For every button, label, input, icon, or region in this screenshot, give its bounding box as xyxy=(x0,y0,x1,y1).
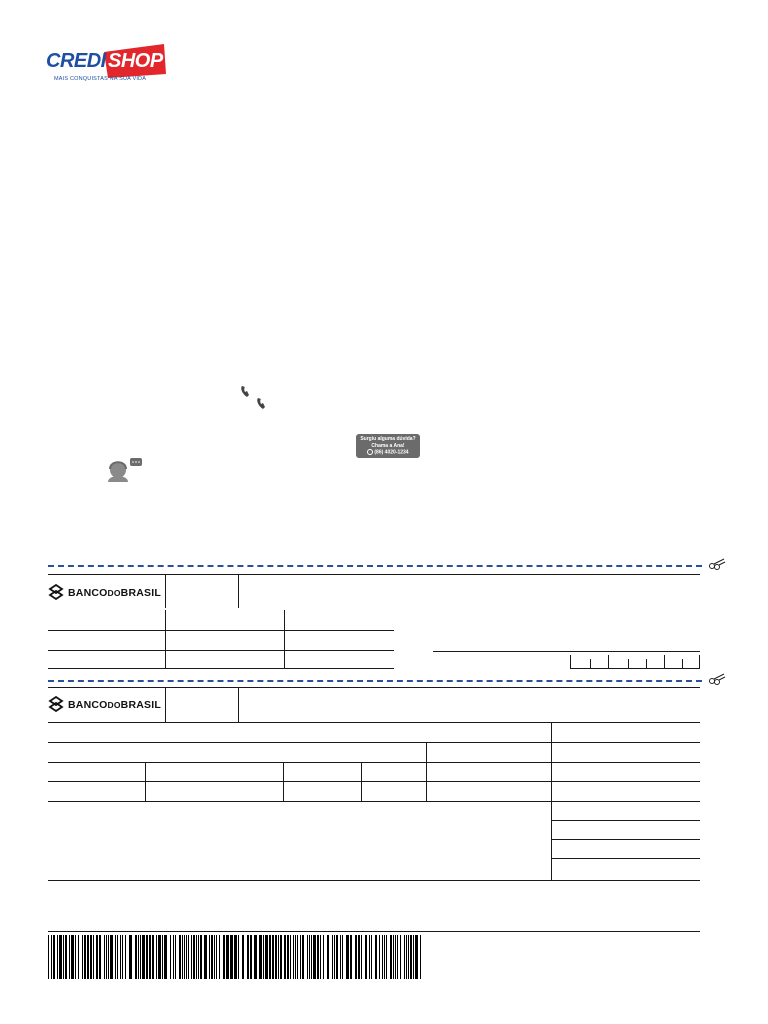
barcode-bar xyxy=(59,935,62,979)
barcode xyxy=(48,935,424,979)
bank-name-part1: BANCO xyxy=(68,699,108,711)
barcode-bar xyxy=(226,935,229,979)
barcode-bar xyxy=(182,935,183,979)
bank-name-part3: BRASIL xyxy=(120,699,161,711)
stub-top-line xyxy=(48,574,700,575)
barcode-bar xyxy=(69,935,70,979)
barcode-bar xyxy=(371,935,372,979)
credishop-logo xyxy=(44,42,168,86)
logo-text-credi: CREDI xyxy=(46,50,106,72)
barcode-bar xyxy=(293,935,294,979)
barcode-bar xyxy=(275,935,277,979)
barcode-bar xyxy=(365,935,367,979)
barcode-bar xyxy=(300,935,301,979)
stub-box-tick xyxy=(628,659,629,668)
boleto-grid-line xyxy=(48,801,700,802)
barcode-bar xyxy=(278,935,279,979)
bank-name-part3: BRASIL xyxy=(120,587,161,599)
barcode-bar xyxy=(140,935,141,979)
cut-line-2 xyxy=(48,680,702,682)
stub-box-tick xyxy=(699,655,700,668)
barcode-bar xyxy=(223,935,225,979)
barcode-bar xyxy=(219,935,220,979)
barcode-bar xyxy=(287,935,289,979)
barcode-bar xyxy=(313,935,316,979)
barcode-bar xyxy=(307,935,308,979)
barcode-bar xyxy=(309,935,310,979)
barcode-bar xyxy=(332,935,333,979)
barcode-bar xyxy=(149,935,151,979)
barcode-bar xyxy=(175,935,176,979)
barcode-bar xyxy=(355,935,357,979)
barcode-bar xyxy=(122,935,123,979)
barcode-bar xyxy=(415,935,418,979)
barcode-bar xyxy=(350,935,352,979)
barcode-bar xyxy=(125,935,126,979)
barcode-bar xyxy=(120,935,121,979)
barcode-bar xyxy=(156,935,157,979)
barcode-bar xyxy=(327,935,329,979)
boleto-grid-divider xyxy=(283,762,284,801)
barcode-bar xyxy=(250,935,252,979)
scissors-icon xyxy=(708,672,726,686)
barcode-bar xyxy=(400,935,401,979)
help-badge-line1: Surgiu alguma dúvida? xyxy=(360,436,416,442)
stub-box-bottom xyxy=(570,668,700,669)
barcode-bar xyxy=(63,935,64,979)
stub-grid-divider xyxy=(284,610,285,668)
barcode-bar xyxy=(263,935,264,979)
barcode-top-line xyxy=(48,931,700,932)
barcode-bar xyxy=(204,935,207,979)
barcode-bar xyxy=(404,935,405,979)
boleto-grid-divider xyxy=(426,742,427,801)
logo-slogan: MAIS CONQUISTAS NA SUA VIDA xyxy=(54,76,147,82)
barcode-bar xyxy=(413,935,414,979)
help-badge-line2: Chama a Ana! xyxy=(371,442,405,449)
barcode-bar xyxy=(193,935,195,979)
boleto-divider xyxy=(165,688,166,722)
barcode-bar xyxy=(340,935,341,979)
barcode-bar xyxy=(420,935,421,979)
barcode-bar xyxy=(295,935,296,979)
boleto-top-line xyxy=(48,687,700,688)
barcode-bar xyxy=(410,935,412,979)
stub-box-tick xyxy=(646,659,647,668)
barcode-bar xyxy=(317,935,319,979)
barcode-bar xyxy=(108,935,109,979)
barcode-bar xyxy=(265,935,268,979)
barcode-bar xyxy=(302,935,304,979)
barcode-bar xyxy=(117,935,118,979)
boleto-grid-divider xyxy=(145,762,146,801)
bank-logo-icon xyxy=(48,584,64,600)
stub-signature-line xyxy=(433,651,700,652)
barcode-bar xyxy=(78,935,79,979)
barcode-bar xyxy=(170,935,171,979)
barcode-bar xyxy=(84,935,86,979)
barcode-bar xyxy=(382,935,383,979)
barcode-bar xyxy=(230,935,233,979)
barcode-bar xyxy=(397,935,398,979)
boleto-right-line xyxy=(551,820,700,821)
barcode-bar xyxy=(384,935,385,979)
stub-divider xyxy=(165,575,166,608)
stub-box-tick xyxy=(590,659,591,668)
barcode-bar xyxy=(216,935,217,979)
barcode-bar xyxy=(269,935,271,979)
boleto-right-line xyxy=(551,858,700,859)
barcode-bar xyxy=(57,935,58,979)
barcode-bar xyxy=(184,935,185,979)
barcode-bar xyxy=(297,935,298,979)
stub-box-tick xyxy=(664,655,665,668)
barcode-bar xyxy=(104,935,105,979)
bank-name-part2: DO xyxy=(107,588,121,598)
barcode-bar xyxy=(90,935,92,979)
phone-icon xyxy=(238,380,278,414)
barcode-bar xyxy=(386,935,387,979)
barcode-bar xyxy=(188,935,189,979)
barcode-bar xyxy=(369,935,370,979)
barcode-bar xyxy=(106,935,107,979)
barcode-bar xyxy=(393,935,394,979)
barcode-bar xyxy=(361,935,362,979)
barcode-bar xyxy=(158,935,161,979)
barcode-bar xyxy=(234,935,237,979)
barcode-bar xyxy=(408,935,409,979)
help-badge[interactable] xyxy=(356,434,420,458)
barcode-bar xyxy=(358,935,360,979)
barcode-bar xyxy=(186,935,187,979)
barcode-bar xyxy=(395,935,396,979)
barcode-bar xyxy=(135,935,137,979)
barcode-bar xyxy=(48,935,49,979)
stub-box-tick xyxy=(570,655,571,668)
cut-line-1 xyxy=(48,565,702,567)
barcode-bar xyxy=(238,935,239,979)
barcode-bar xyxy=(129,935,132,979)
barcode-bar xyxy=(272,935,274,979)
scissors-icon xyxy=(708,557,726,571)
bank-logo xyxy=(48,696,164,714)
barcode-bar xyxy=(71,935,74,979)
barcode-bar xyxy=(53,935,55,979)
barcode-bar xyxy=(75,935,76,979)
barcode-bar xyxy=(284,935,286,979)
barcode-bar xyxy=(254,935,257,979)
barcode-bar xyxy=(162,935,163,979)
boleto-right-column xyxy=(551,722,552,880)
barcode-bar xyxy=(164,935,167,979)
stub-divider xyxy=(238,575,239,608)
stub-box-tick xyxy=(608,655,609,668)
barcode-bar xyxy=(259,935,262,979)
barcode-bar xyxy=(51,935,52,979)
barcode-bar xyxy=(138,935,139,979)
support-agent-icon xyxy=(104,456,144,484)
boleto-bottom-line xyxy=(48,880,700,881)
barcode-bar xyxy=(342,935,343,979)
boleto-grid-divider xyxy=(361,762,362,801)
barcode-bar xyxy=(323,935,324,979)
barcode-bar xyxy=(115,935,116,979)
barcode-bar xyxy=(242,935,244,979)
help-badge-phone: (86) 4020-1234 xyxy=(374,449,409,456)
barcode-bar xyxy=(99,935,101,979)
barcode-bar xyxy=(152,935,154,979)
barcode-bar xyxy=(198,935,199,979)
barcode-bar xyxy=(191,935,192,979)
barcode-bar xyxy=(146,935,148,979)
barcode-bar xyxy=(87,935,89,979)
barcode-bar xyxy=(375,935,377,979)
barcode-bar xyxy=(196,935,197,979)
whatsapp-icon xyxy=(367,449,373,455)
stub-grid-line xyxy=(48,650,394,651)
barcode-bar xyxy=(200,935,202,979)
stub-grid-line xyxy=(48,630,394,631)
bank-logo-icon xyxy=(48,696,64,712)
barcode-bar xyxy=(110,935,113,979)
boleto-right-line xyxy=(551,839,700,840)
barcode-bar xyxy=(247,935,249,979)
stub-grid-line xyxy=(48,668,394,669)
barcode-bar xyxy=(290,935,291,979)
barcode-bar xyxy=(280,935,282,979)
logo-text-shop: SHOP xyxy=(108,50,163,72)
barcode-bar xyxy=(142,935,145,979)
barcode-bar xyxy=(65,935,67,979)
bank-logo xyxy=(48,584,164,602)
boleto-grid-line xyxy=(48,742,700,743)
barcode-bar xyxy=(336,935,338,979)
barcode-bar xyxy=(379,935,380,979)
barcode-bar xyxy=(93,935,94,979)
bank-name-part2: DO xyxy=(107,700,121,710)
boleto-grid-line xyxy=(48,722,700,723)
barcode-bar xyxy=(179,935,181,979)
boleto-divider xyxy=(238,688,239,722)
barcode-bar xyxy=(209,935,210,979)
barcode-bar xyxy=(311,935,312,979)
stub-box-tick xyxy=(682,659,683,668)
barcode-bar xyxy=(211,935,213,979)
barcode-bar xyxy=(406,935,407,979)
stub-grid-divider xyxy=(165,610,166,668)
barcode-bar xyxy=(214,935,215,979)
barcode-bar xyxy=(173,935,174,979)
barcode-bar xyxy=(346,935,349,979)
barcode-bar xyxy=(320,935,321,979)
barcode-bar xyxy=(82,935,83,979)
barcode-bar xyxy=(390,935,392,979)
bank-name-part1: BANCO xyxy=(68,587,108,599)
barcode-bar xyxy=(334,935,335,979)
barcode-bar xyxy=(96,935,98,979)
